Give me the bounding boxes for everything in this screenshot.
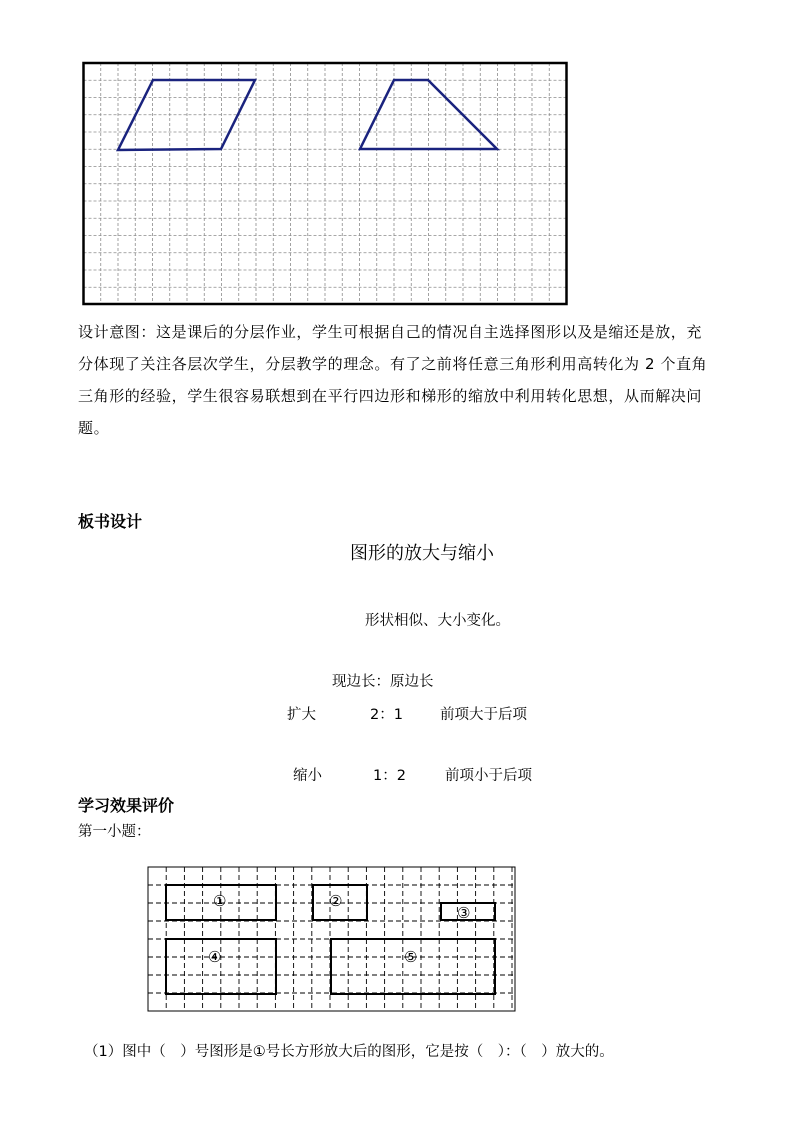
design-intent-paragraph — [78, 316, 728, 444]
enlarge-note: 前项大于后项 — [440, 707, 527, 723]
shrink-note: 前项小于后项 — [445, 768, 532, 784]
design-intent-line: 三角形的经验，学生很容易联想到在平行四边形和梯形的缩放中利用转化思想，从而解决问 — [78, 387, 703, 405]
shrink-label: 缩小 — [293, 768, 322, 784]
rectangle-4-label: ④ — [208, 948, 222, 966]
evaluation-heading: 学习效果评价 — [78, 796, 175, 815]
rectangle-3-label: ③ — [457, 904, 471, 922]
design-intent-line: 设计意图：这是课后的分层作业，学生可根据自己的情况自主选择图形以及是缩还是放，充 — [78, 323, 703, 341]
shrink-ratio: 1：2 — [373, 768, 406, 784]
question-1-text: （1）图中（ ）号图形是①号长方形放大后的图形，它是按（ ）：（ ）放大的。 — [84, 1044, 614, 1060]
design-intent-line: 分体现了关注各层次学生，分层教学的理念。有了之前将任意三角形利用高转化为 2 个直角 — [78, 355, 708, 373]
enlarge-label: 扩大 — [287, 707, 316, 723]
ratio-label: 现边长：原边长 — [332, 674, 434, 690]
rectangle-1-label: ① — [213, 892, 227, 910]
rectangle-5-label: ⑤ — [404, 948, 418, 966]
board-title: 图形的放大与缩小 — [350, 543, 494, 564]
shapes-grid-figure — [78, 58, 572, 310]
rectangle-2-label: ② — [329, 892, 343, 910]
rectangles-grid-figure — [146, 866, 518, 1014]
board-subtitle: 形状相似、大小变化。 — [365, 613, 510, 629]
design-intent-line: 题。 — [78, 419, 110, 437]
grid-lines — [84, 63, 567, 304]
first-question-label: 第一小题： — [78, 824, 151, 840]
enlarge-ratio: 2：1 — [370, 707, 403, 723]
board-design-heading: 板书设计 — [78, 512, 143, 531]
